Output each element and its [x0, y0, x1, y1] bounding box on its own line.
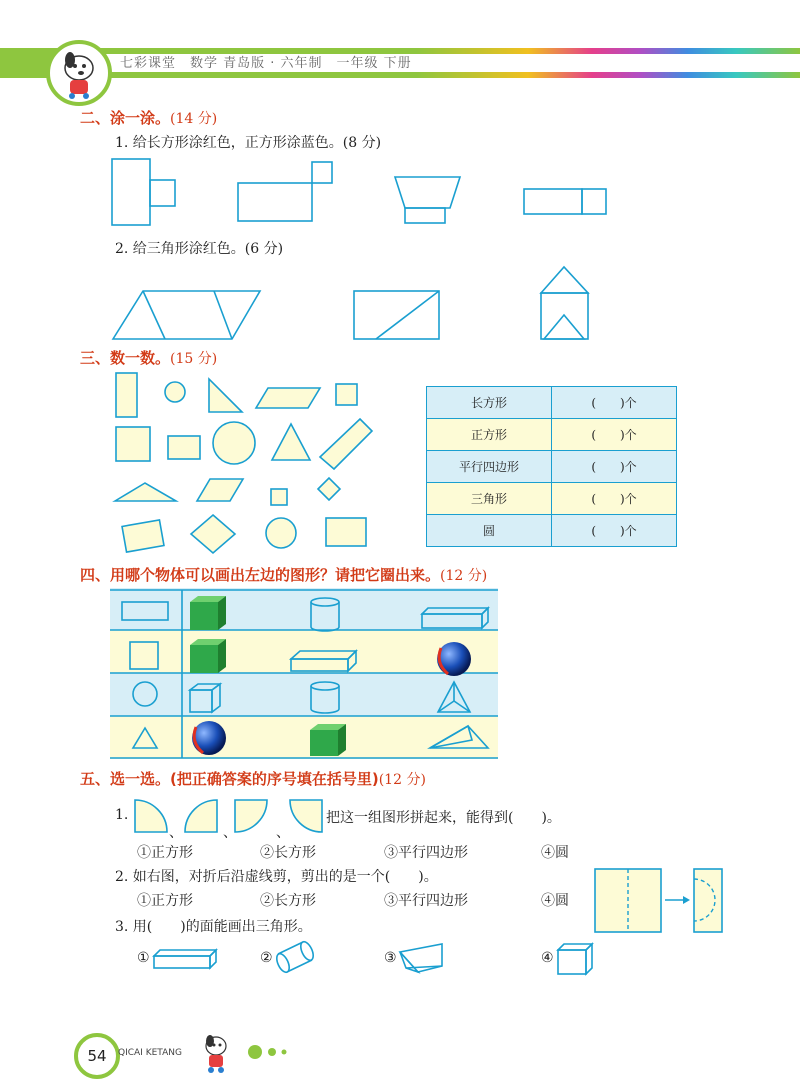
sec5-q1-separator: 、 — [169, 825, 183, 841]
sec5-q1-option-4[interactable]: ④圆 — [541, 845, 569, 861]
sec5-q1-separator: 、 — [223, 825, 237, 841]
sec3-count-table-wrap — [426, 386, 677, 547]
table-cell-blank[interactable]: ( )个 — [552, 515, 677, 547]
table-row — [427, 387, 677, 419]
sec5-q2-option-3[interactable]: ③平行四边形 — [384, 893, 468, 909]
section-5-points: (12 分) — [378, 772, 426, 788]
sec5-q3-option-2[interactable]: ② — [260, 950, 273, 966]
section-4-heading: 四、用哪个物体可以画出左边的图形？请把它圈出来。(12 分) — [80, 566, 488, 584]
mascot-logo — [46, 40, 112, 106]
sec5-q3-option-1[interactable]: ① — [137, 950, 150, 966]
table-cell-shape: 平行四边形 — [427, 451, 552, 483]
table-cell-shape: 圆 — [427, 515, 552, 547]
section-5-heading: 五、选一选。(把正确答案的序号填在括号里)(12 分) — [80, 770, 426, 788]
table-cell-shape: 长方形 — [427, 387, 552, 419]
sec5-q2-option-1[interactable]: ①正方形 — [137, 893, 193, 909]
ball-icon — [192, 721, 226, 755]
sec5-q3-solids — [150, 938, 610, 980]
sec5-q2-text: 2. 如右图，对折后沿虚线剪，剪出的是一个( )。 — [115, 869, 438, 885]
table-cell-blank[interactable]: ( )个 — [552, 419, 677, 451]
green-cube-icon — [310, 724, 346, 756]
table-row — [427, 515, 677, 547]
sec5-q1-option-2[interactable]: ②长方形 — [260, 845, 316, 861]
sec2-q2-shapes — [100, 262, 720, 344]
ball-icon — [437, 642, 471, 676]
header-title: 七彩课堂 数学 青岛版 · 六年制 一年级 下册 — [120, 56, 412, 71]
sec5-q3-option-4[interactable]: ④ — [541, 950, 554, 966]
sec5-q1-option-3[interactable]: ③平行四边形 — [384, 845, 468, 861]
sec5-q3-option-3[interactable]: ③ — [384, 950, 397, 966]
sec2-question-1: 1. 给长方形涂红色，正方形涂蓝色。(8 分) — [115, 135, 382, 151]
sec5-q2-fold-diagram — [593, 866, 728, 936]
table-row — [427, 483, 677, 515]
cube-icon — [558, 944, 592, 974]
footer-mascot — [200, 1032, 300, 1076]
cuboid-icon — [154, 950, 216, 968]
table-row — [427, 419, 677, 451]
green-cube-icon — [190, 639, 226, 673]
table-cell-shape: 正方形 — [427, 419, 552, 451]
table-cell-blank[interactable]: ( )个 — [552, 451, 677, 483]
sec2-question-2: 2. 给三角形涂红色。(6 分) — [115, 241, 284, 257]
section-4-points: (12 分) — [440, 568, 488, 584]
sec5-q1-text: 把这一组图形拼起来，能得到( )。 — [326, 810, 561, 826]
section-2-points: (14 分) — [170, 111, 218, 127]
sec3-count-table — [426, 386, 677, 547]
sec5-q3-text: 3. 用( )的面能画出三角形。 — [115, 919, 312, 935]
triangular-prism-icon — [400, 944, 442, 972]
sec3-shapes-collection — [100, 368, 390, 560]
sec5-q1-number: 1. — [115, 807, 129, 823]
cylinder-icon — [274, 940, 316, 974]
sec4-objects-table — [110, 588, 500, 760]
page-header — [0, 40, 800, 84]
section-3-heading: 三、数一数。(15 分) — [80, 349, 218, 367]
sec5-q1-separator: 、 — [276, 825, 290, 841]
section-3-points: (15 分) — [170, 351, 218, 367]
sec5-q2-option-4[interactable]: ④圆 — [541, 893, 569, 909]
page-number: 54 — [74, 1033, 120, 1079]
table-cell-blank[interactable]: ( )个 — [552, 387, 677, 419]
table-cell-blank[interactable]: ( )个 — [552, 483, 677, 515]
section-2-heading: 二、涂一涂。(14 分) — [80, 109, 218, 127]
sec2-q1-shapes — [100, 150, 720, 230]
table-cell-shape: 三角形 — [427, 483, 552, 515]
table-row — [427, 451, 677, 483]
sec5-q1-option-1[interactable]: ①正方形 — [137, 845, 193, 861]
green-cube-icon — [190, 596, 226, 630]
sec5-q2-option-2[interactable]: ②长方形 — [260, 893, 316, 909]
footer-brand: QICAI KETANG — [118, 1048, 182, 1058]
